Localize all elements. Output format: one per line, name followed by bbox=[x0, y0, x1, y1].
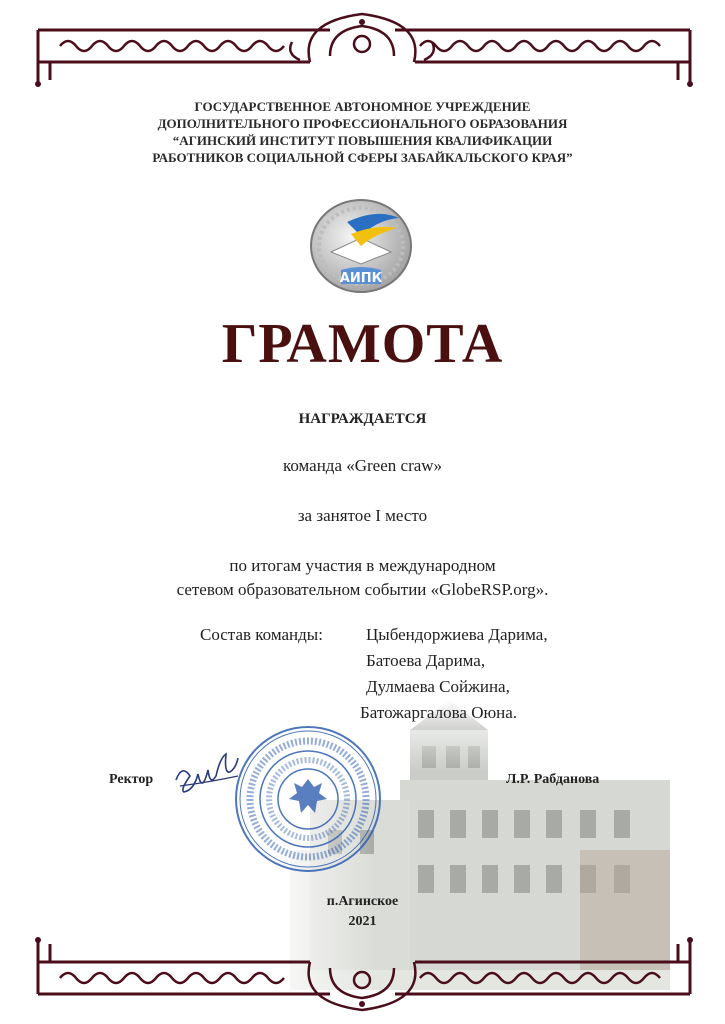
signatory-position: Ректор bbox=[109, 772, 154, 787]
header-line-2: ДОПОЛНИТЕЛЬНОГО ПРОФЕССИОНАЛЬНОГО ОБРАЗОВАНИЯ bbox=[157, 116, 568, 131]
institution-header bbox=[60, 98, 665, 166]
ornament-border-top bbox=[0, 0, 725, 90]
member-1: Цыбендоржиева Дарима, bbox=[366, 625, 548, 644]
institute-logo bbox=[305, 194, 417, 296]
logo-text: АИПК bbox=[339, 271, 383, 286]
ornament-border-bottom bbox=[0, 934, 725, 1024]
footer-place-date bbox=[300, 892, 425, 932]
team-name: команда «Green craw» bbox=[282, 456, 443, 475]
certificate-title: ГРАМОТА bbox=[221, 313, 504, 375]
result-line-1: по итогам участия в международном bbox=[229, 556, 496, 575]
result-line-2: сетевом образовательном событии «GlobeRSP.org». bbox=[176, 580, 549, 599]
member-4: Батожаргалова Оюна. bbox=[360, 703, 518, 722]
rector-signature bbox=[168, 750, 246, 802]
header-line-1: ГОСУДАРСТВЕННОЕ АВТОНОМНОЕ УЧРЕЖДЕНИЕ bbox=[194, 99, 531, 114]
header-line-3: “АГИНСКИЙ ИНСТИТУТ ПОВЫШЕНИЯ КВАЛИФИКАЦИИ bbox=[172, 133, 553, 148]
awarded-label: НАГРАЖДАЕТСЯ bbox=[298, 411, 427, 427]
member-2: Батоева Дарима, bbox=[366, 651, 486, 670]
signatory-name: Л.Р. Рабданова bbox=[506, 772, 600, 787]
official-seal-stamp bbox=[233, 724, 383, 874]
header-line-4: РАБОТНИКОВ СОЦИАЛЬНОЙ СФЕРЫ ЗАБАЙКАЛЬСКОГО КРАЯ” bbox=[152, 150, 573, 165]
footer-year: 2021 bbox=[348, 914, 377, 929]
place-text: за занятое I место bbox=[297, 506, 428, 525]
member-3: Дулмаева Сойжина, bbox=[366, 677, 510, 696]
members-label: Состав команды: bbox=[200, 625, 323, 644]
footer-location: п.Агинское bbox=[326, 894, 399, 909]
